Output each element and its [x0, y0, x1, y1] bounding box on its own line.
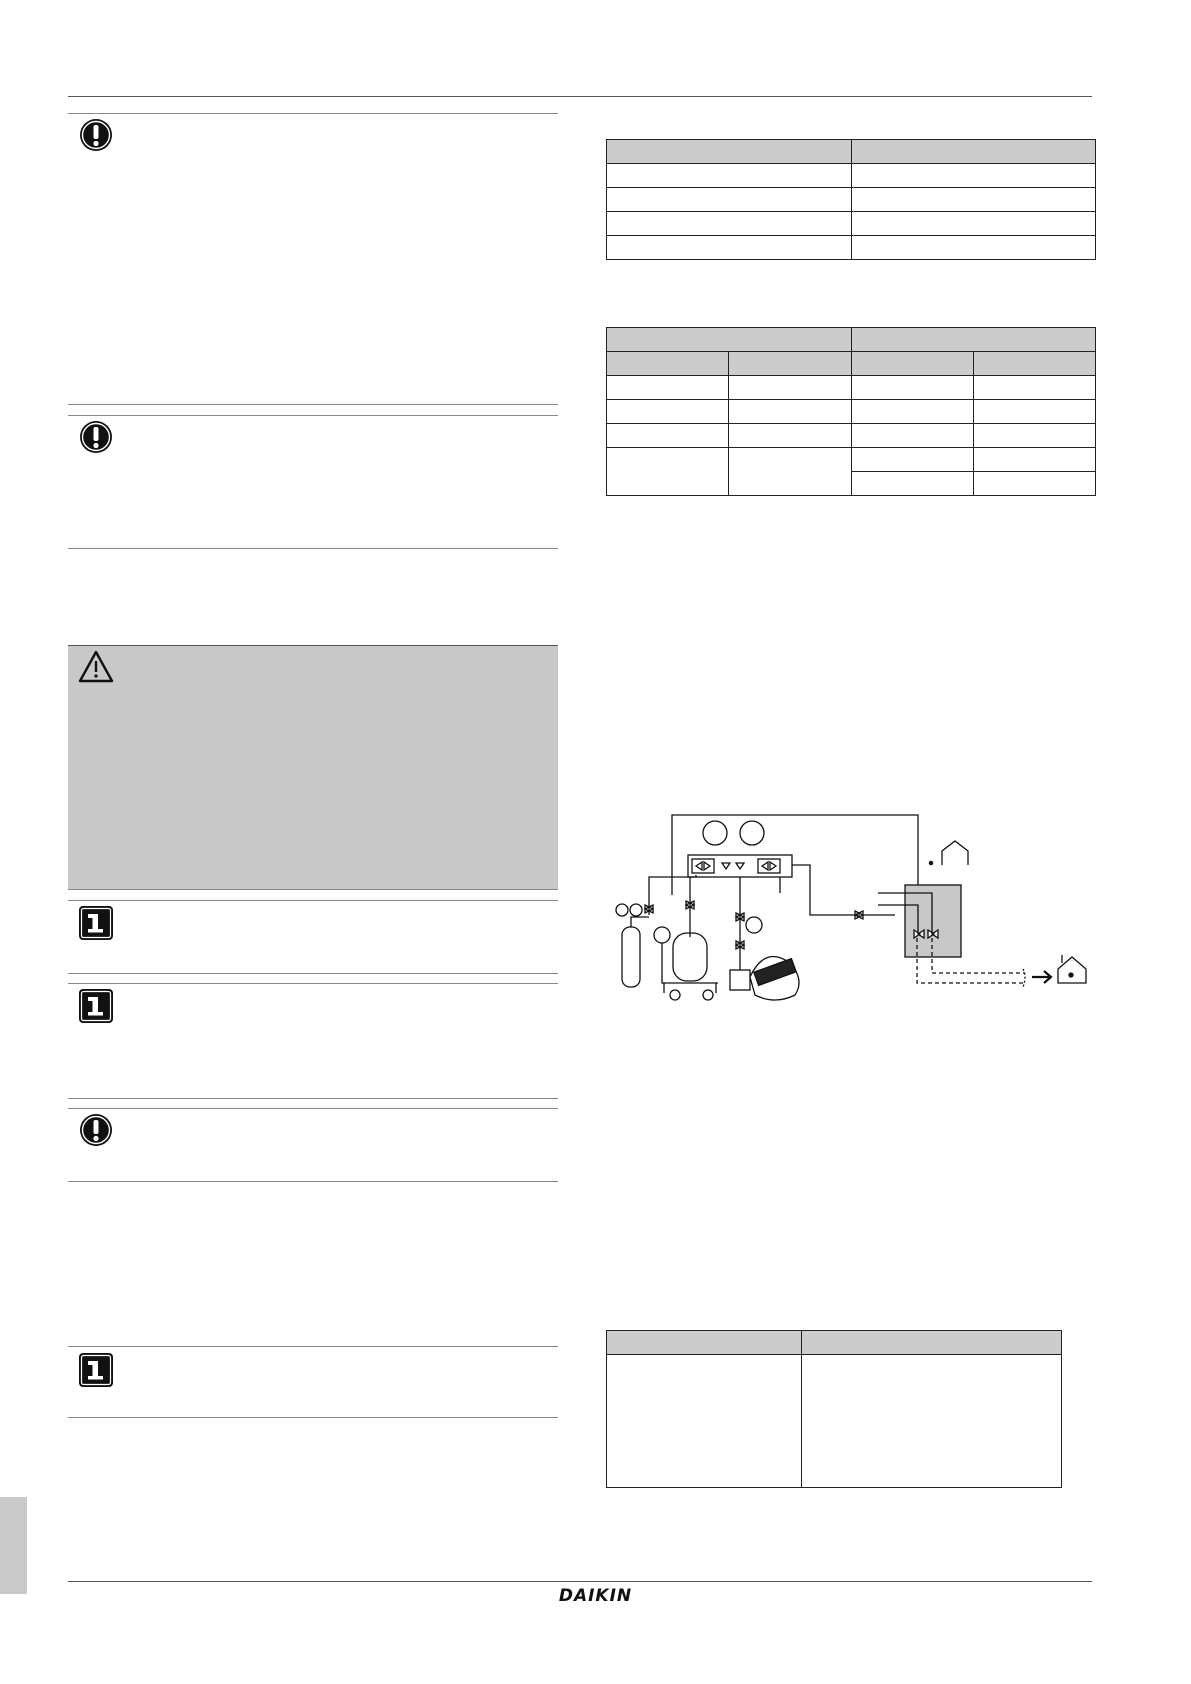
- note-bottom-rule: [68, 1098, 558, 1099]
- table-cell: [802, 1355, 1062, 1488]
- table-row: [607, 400, 1096, 424]
- table-row: [607, 1355, 1062, 1488]
- caution-top-rule: [68, 645, 558, 646]
- table-cell: [607, 236, 852, 260]
- note-top-rule: [68, 113, 558, 114]
- table-cell: [729, 352, 851, 376]
- table-cell: [851, 236, 1096, 260]
- table-cell: [607, 448, 729, 496]
- table-cell: [729, 448, 851, 496]
- table-cell: [973, 352, 1095, 376]
- caution-block: [68, 646, 558, 889]
- table-header-row: [607, 140, 1096, 164]
- note-bottom-rule: [68, 1417, 558, 1418]
- table-cell: [607, 376, 729, 400]
- table-cell: [851, 448, 973, 472]
- table-2: [606, 327, 1096, 496]
- table-cell: [729, 400, 851, 424]
- caution-bottom-rule: [68, 889, 558, 890]
- table-cell: [851, 352, 973, 376]
- note-bottom-rule: [68, 1181, 558, 1182]
- table-row: [607, 376, 1096, 400]
- note-top-rule: [68, 415, 558, 416]
- table-cell: [607, 188, 852, 212]
- table-cell: [729, 424, 851, 448]
- table-cell: [973, 400, 1095, 424]
- info-i-icon: [78, 1352, 114, 1388]
- table-row: [607, 164, 1096, 188]
- info-i-icon: [78, 988, 114, 1024]
- side-tab: [0, 1497, 27, 1594]
- table-row: [607, 448, 1096, 472]
- table-cell: [729, 376, 851, 400]
- table-cell: [973, 376, 1095, 400]
- table-cell: [851, 188, 1096, 212]
- brand-logo: DAIKIN: [558, 1586, 633, 1606]
- table-cell: [851, 472, 973, 496]
- table-row: [607, 236, 1096, 260]
- info-i-icon: [78, 905, 114, 941]
- recovery-system-diagram: [600, 805, 1100, 1015]
- table-cell: [607, 1331, 802, 1355]
- caution-triangle-icon: [78, 649, 114, 685]
- table-row: [607, 188, 1096, 212]
- table-cell: [802, 1331, 1062, 1355]
- table-cell: [607, 164, 852, 188]
- table-cell: [607, 424, 729, 448]
- table-cell: [851, 376, 973, 400]
- table-cell: [973, 448, 1095, 472]
- table-header-row: [607, 328, 1096, 352]
- table-cell: [973, 424, 1095, 448]
- page-footer-rule: [68, 1581, 1092, 1582]
- table-cell: [607, 352, 729, 376]
- table-cell: [851, 400, 973, 424]
- table-3: [606, 1330, 1062, 1488]
- table-cell: [607, 212, 852, 236]
- table-cell: [851, 424, 973, 448]
- table-header-row: [607, 1331, 1062, 1355]
- table-row: [607, 212, 1096, 236]
- note-top-rule: [68, 1346, 558, 1347]
- table-cell: [851, 164, 1096, 188]
- table-1: [606, 139, 1096, 260]
- important-exclamation-icon: [78, 1112, 114, 1148]
- note-bottom-rule: [68, 548, 558, 549]
- table-header-row: [607, 352, 1096, 376]
- note-top-rule: [68, 983, 558, 984]
- table-cell: [607, 400, 729, 424]
- note-bottom-rule: [68, 973, 558, 974]
- table-cell: [851, 212, 1096, 236]
- table-row: [607, 424, 1096, 448]
- note-bottom-rule: [68, 404, 558, 405]
- table-cell: [607, 328, 852, 352]
- important-exclamation-icon: [78, 117, 114, 153]
- note-top-rule: [68, 900, 558, 901]
- table-cell: [973, 472, 1095, 496]
- table-cell: [851, 328, 1096, 352]
- note-top-rule: [68, 1108, 558, 1109]
- table-cell: [851, 140, 1096, 164]
- page-header-rule: [68, 96, 1092, 97]
- important-exclamation-icon: [78, 419, 114, 455]
- table-cell: [607, 1355, 802, 1488]
- table-cell: [607, 140, 852, 164]
